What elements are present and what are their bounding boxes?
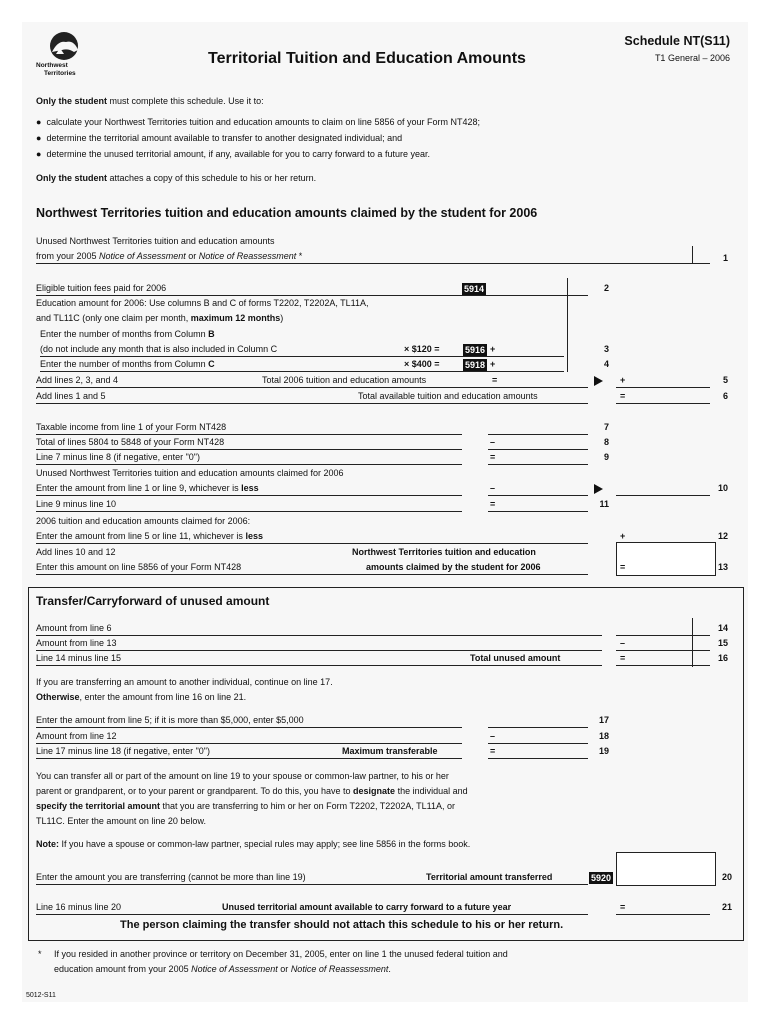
line16-label: Total unused amount (470, 653, 561, 663)
line19-text-a: Line 17 minus line 18 (if negative, enter "0") (36, 746, 210, 756)
transfer-paragraph-1: You can transfer all or part of the amount on line 19 to your spouse or common-law partner, to his or her (36, 771, 449, 781)
transfer-instruction-2: Otherwise, enter the amount from line 16 on line 21. (36, 692, 247, 702)
line5-text-a: Add lines 2, 3, and 4 (36, 375, 119, 385)
intro-line: Only the student must complete this schedule. Use it to: (36, 96, 264, 106)
line-number-5: 5 (722, 375, 728, 385)
transfer-paragraph-4: TL11C. Enter the amount on line 20 below. (36, 816, 206, 826)
line-number-12: 12 (717, 531, 728, 541)
line-number-18: 18 (598, 731, 609, 741)
line8-text: Total of lines 5804 to 5848 of your Form NT428 (36, 437, 225, 447)
bullet-3: ● determine the unused territorial amount, if any, available for you to carry forward to a future year. (36, 149, 430, 159)
nwt-logo (34, 30, 90, 78)
section1-heading: Northwest Territories tuition and education amounts claimed by the student for 2006 (36, 206, 538, 220)
line21-label: Unused territorial amount available to carry forward to a future year (222, 902, 512, 912)
transfer-instruction-1: If you are transferring an amount to another individual, continue on line 17. (36, 677, 333, 687)
line12-text-b: Enter the amount from line 5 or line 11, whichever is less (36, 531, 263, 541)
bullet-1: ● calculate your Northwest Territories tuition and education amounts to claim on line 5856 of your Form NT428; (36, 117, 480, 127)
form-page: Northwest Territories Territorial Tuition and Education Amounts Schedule NT(S11) T1 General – 2006 Only the student must complete this schedule. Use it to: ● calculate your Northwest Territories tuition and education amounts to claim on line 5856 of your Form NT428; ● determine the territorial amount available to transfer to another designated individual; and ● determine the unused territorial amount, if any, available for you to carry forward to a future year. Only the student attaches a copy of this schedule to his or her return. Northwest Territories tuition and education amounts claimed by the student for 2006 Unused Northwest Territories tuition and education amounts from your 2005 Notice of Assessment or Notice of Reassessment * 1 Eligible tuition fees paid for 2006 5914 2 Education amount for 2006: Use columns B and C of forms T2202, T2202A, TL11A, and TL11C (only one claim per month, maximum 12 months) Enter the number of months from Column B (do not include any month that is also included in Column C × $120 = 5916 + 3 Enter the number of months from Column C × $400 = 5918 + 4 Add lines 2, 3, and 4 Total 2006 tuition and education amounts = + 5 Add lines 1 and 5 Total available tuition and education amounts = 6 Taxable income from line 1 of your Form NT428 7 Total of lines 5804 to 5848 of your Form NT428 – 8 Line 7 minus line 8 (if negative, enter "0") = 9 Unused Northwest Territories tuition and education amounts claimed for 2006 Enter the amount from line 1 or line 9, whichever is less – 10 Line 9 minus line 10 = 11 2006 tuition and education amounts claimed for 2006: Enter the amount from line 5 or line 11, whichever is less + 12 Add lines 10 and 12 Enter this amount on line 5856 of your Form NT428 Northwest Territories tuition and education amounts claimed by the student for 2006 = 13 Transfer/Carryforward of unused amount Amount from line 6 14 Amount from line 13 – 15 Line 14 minus line 15 Total unused amount = 16 If you are transferring an amount to another individual, continue on line 17. Otherwise, enter the amount from line 16 on line 21. Enter the amount from line 5; if it is more than $5,000, enter $5,000 17 Amount from line 12 – 18 Line 17 minus line 18 (if negative, enter "0") Maximum transferable = 19 You can transfer all or part of the amount on line 19 to your spouse or common-law partner, to his or her parent or grandparent, or to your parent or grandparent. To do this, you have to designate the individual and specify the territorial amount that you are transferring to him or her on Form T2202, T2202A, TL11A, or TL11C. Enter the amount on line 20 below. Note: If you have a spouse or common-law partner, special rules may apply; see line 5856 in the forms book. Enter the amount you are transferring (cannot be more than line 19) Territorial amount transferred 5920 20 Line 16 minus line 20 Unused territorial amount available to carry forward to a future year = 21 The person claiming the transfer should not attach this schedule to his or her return. * If you resided in another province or territory on December 31, 2005, enter on line 1 the unused federal tuition and education amount from your 2005 Notice of Assessment or Notice of Reassessment. 5012-S11 (22, 22, 748, 1002)
footnote-star: * (38, 949, 42, 959)
line-number-4: 4 (603, 359, 609, 369)
line-number-8: 8 (603, 437, 609, 447)
line13-label-a: Northwest Territories tuition and education (352, 547, 536, 557)
line-number-16: 16 (717, 653, 728, 663)
line-number-17: 17 (598, 715, 609, 725)
schedule-label: Schedule NT(S11) (624, 34, 730, 48)
line10-field[interactable] (616, 495, 710, 496)
attach-line: Only the student attaches a copy of this schedule to his or her return. (36, 173, 317, 183)
line1-text-b: from your 2005 Notice of Assessment or Notice of Reassessment * (36, 251, 303, 261)
line20-label: Territorial amount transferred (426, 872, 553, 882)
form-title: Territorial Tuition and Education Amounts (208, 50, 526, 67)
line-number-7: 7 (603, 422, 609, 432)
line15-field[interactable] (616, 650, 710, 651)
line-number-9: 9 (603, 452, 609, 462)
form-subtitle: T1 General – 2006 (654, 53, 730, 63)
note-text: Note: If you have a spouse or common-law partner, special rules may apply; see line 5856 in the forms book. (36, 839, 471, 849)
line21-field[interactable] (616, 914, 710, 915)
line1-field[interactable] (616, 263, 710, 264)
line14-text: Amount from line 6 (36, 623, 112, 633)
line8-field[interactable] (488, 449, 588, 450)
line-number-13: 13 (717, 562, 728, 572)
transfer-section (28, 587, 744, 941)
line11-field[interactable] (488, 511, 588, 512)
line-number-15: 15 (717, 638, 728, 648)
line19-label: Maximum transferable (342, 746, 438, 756)
line6-text-a: Add lines 1 and 5 (36, 391, 106, 401)
line6-text-b: Total available tuition and education amounts (358, 391, 538, 401)
line19-field[interactable] (488, 758, 588, 759)
line5-field[interactable] (616, 387, 710, 388)
line3-rate: × $120 = (404, 344, 440, 354)
arrow-icon (594, 376, 603, 386)
line-number-1: 1 (722, 253, 728, 263)
line-number-20: 20 (721, 872, 732, 882)
code-5918: 5918 (465, 360, 486, 370)
line13-label-b: amounts claimed by the student for 2006 (366, 562, 541, 572)
line-number-3: 3 (603, 344, 609, 354)
transfer-paragraph-2: parent or grandparent, or to your parent or grandparent. To do this, you have to designate the individual and (36, 786, 468, 796)
line-number-6: 6 (722, 391, 728, 401)
line20-text: Enter the amount you are transferring (cannot be more than line 19) (36, 872, 306, 882)
logo-text-territories: Territories (44, 70, 76, 77)
line12-text-a: 2006 tuition and education amounts claimed for 2006: (36, 516, 251, 526)
line7-field[interactable] (488, 434, 588, 435)
line16-text-a: Line 14 minus line 15 (36, 653, 122, 663)
line16-field[interactable] (616, 665, 710, 666)
line17-text: Enter the amount from line 5; if it is more than $5,000, enter $5,000 (36, 715, 304, 725)
line3-text-a: Enter the number of months from Column B (40, 329, 215, 339)
line21-text: Line 16 minus line 20 (36, 902, 122, 912)
line9-field[interactable] (488, 464, 588, 465)
line9-text: Line 7 minus line 8 (if negative, enter "0") (36, 452, 200, 462)
line14-field[interactable] (616, 635, 710, 636)
line-number-2: 2 (603, 283, 609, 293)
line1-text-a: Unused Northwest Territories tuition and education amounts (36, 236, 275, 246)
line-number-21: 21 (721, 902, 732, 912)
code-5914: 5914 (464, 284, 485, 294)
line-number-19: 19 (598, 746, 609, 756)
code-5920: 5920 (591, 873, 612, 883)
section2-heading: Transfer/Carryforward of unused amount (36, 594, 270, 608)
code-5916: 5916 (465, 345, 486, 355)
line11-text: Line 9 minus line 10 (36, 499, 117, 509)
line-number-14: 14 (717, 623, 728, 633)
bullet-2: ● determine the territorial amount available to transfer to another designated individual; and (36, 133, 403, 143)
line4-rate: × $400 = (404, 359, 440, 369)
footnote-line-1: If you resided in another province or territory on December 31, 2005, enter on line 1 the unused federal tuition and (54, 949, 508, 959)
line15-text: Amount from line 13 (36, 638, 117, 648)
arrow-icon (594, 484, 603, 494)
line2-field[interactable] (492, 295, 588, 296)
transfer-warning: The person claiming the transfer should not attach this schedule to his or her return. (120, 919, 564, 931)
line10-text-b: Enter the amount from line 1 or line 9, whichever is less (36, 483, 259, 493)
line20-field[interactable] (616, 852, 716, 886)
line3-text-b: (do not include any month that is also included in Column C (40, 344, 278, 354)
line10-text-a: Unused Northwest Territories tuition and education amounts claimed for 2006 (36, 468, 344, 478)
line13-text-b: Enter this amount on line 5856 of your Form NT428 (36, 562, 242, 572)
line13-text-a: Add lines 10 and 12 (36, 547, 116, 557)
line-number-11: 11 (599, 499, 609, 509)
line18-text: Amount from line 12 (36, 731, 117, 741)
line17-field[interactable] (488, 727, 588, 728)
line13-field[interactable] (616, 542, 716, 576)
line4-text: Enter the number of months from Column C (40, 359, 215, 369)
line2-text: Eligible tuition fees paid for 2006 (36, 283, 167, 293)
footnote-line-2: education amount from your 2005 Notice of Assessment or Notice of Reassessment. (54, 964, 391, 974)
education-text-1: Education amount for 2006: Use columns B and C of forms T2202, T2202A, TL11A, (36, 298, 369, 308)
form-code: 5012-S11 (26, 992, 56, 999)
transfer-paragraph-3: specify the territorial amount that you are transferring to him or her on Form T2202, T2202A, TL11A, or (36, 801, 456, 811)
line5-text-b: Total 2006 tuition and education amounts (262, 375, 427, 385)
line7-text: Taxable income from line 1 of your Form NT428 (36, 422, 227, 432)
education-text-2: and TL11C (only one claim per month, maximum 12 months) (36, 313, 284, 323)
logo-text-northwest: Northwest (36, 62, 68, 69)
line-number-10: 10 (717, 483, 728, 493)
line6-field[interactable] (616, 403, 710, 404)
line18-field[interactable] (488, 743, 588, 744)
